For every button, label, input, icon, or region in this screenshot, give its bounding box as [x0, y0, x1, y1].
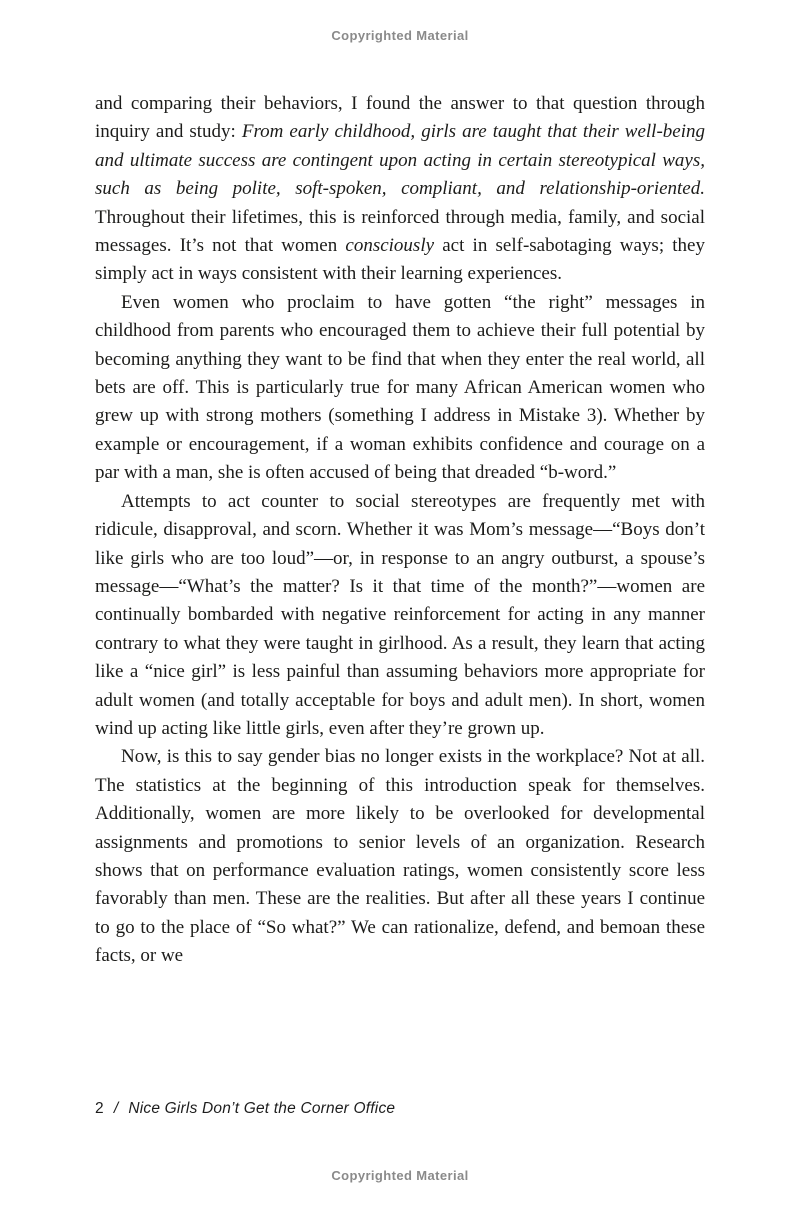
body-text — [95, 90, 705, 971]
paragraph-1-run-4: act in self-sabotaging ways; they simply act in ways consistent with their learning experiences. — [95, 235, 705, 285]
footer-book-title: Nice Girls Don’t Get the Corner Office — [128, 1100, 396, 1117]
paragraph-1-run-1-italic: From early childhood, girls are taught that their well-being and ultimate success are contingent upon acting in certain stereotypical ways, such as being polite, soft-spoken, compliant, and relationship-oriented. — [95, 121, 705, 200]
footer-page-number: 2 — [95, 1100, 104, 1117]
footer-separator: / — [113, 1100, 119, 1117]
paragraph-1 — [95, 90, 705, 289]
paragraph-3: Attempts to act counter to social stereotypes are frequently met with ridicule, disapproval, and scorn. Whether it was Mom’s message—“Boys don’t like girls who are too loud”—or, in response to an angry outburst, a spouse’s message—“What’s the matter? Is it that time of the month?”—women are continually bombarded with negative reinforcement for acting in any manner contrary to what they were taught in girlhood. As a result, they learn that acting like a “nice girl” is less painful than assuming behaviors more appropriate for adult women (and totally acceptable for boys and adult men). In short, women wind up acting like little girls, even after they’re grown up. — [95, 490, 705, 739]
paragraph-4: Now, is this to say gender bias no longer exists in the workplace? Not at all. The statistics at the beginning of this introduction speak for themselves. Additionally, women are more likely to be overlooked for developmental assignments and promotions to senior levels of an organization. Research shows that on performance evaluation ratings, women consistently score less favorably than men. These are the realities. But after all these years I continue to go to the place of “So what?” We can rationalize, defend, and bemoan these facts, or we — [95, 746, 705, 967]
copyright-notice-bottom: Copyrighted Material — [331, 1168, 469, 1183]
running-footer — [95, 1100, 395, 1118]
copyright-notice-top: Copyrighted Material — [331, 28, 469, 43]
paragraph-1-run-2: Throughout their lifetimes, this is reinforced through media, family, and social messages. It’s not that women — [95, 206, 705, 257]
paragraph-2: Even women who proclaim to have gotten “the right” messages in childhood from parents who encouraged them to achieve their full potential by becoming anything they want to be find that when they enter the real world, all bets are off. This is particularly true for many African American women who grew up with strong mothers (something I address in Mistake 3). Whether by example or encouragement, if a woman exhibits confidence and courage on a par with a man, she is often accused of being that dreaded “b-word.” — [95, 291, 705, 484]
paragraph-1-run-0: and comparing their behaviors, I found the answer to that question through inquiry and study: — [95, 93, 705, 143]
paragraph-1-run-3-italic: consciously — [345, 235, 435, 257]
